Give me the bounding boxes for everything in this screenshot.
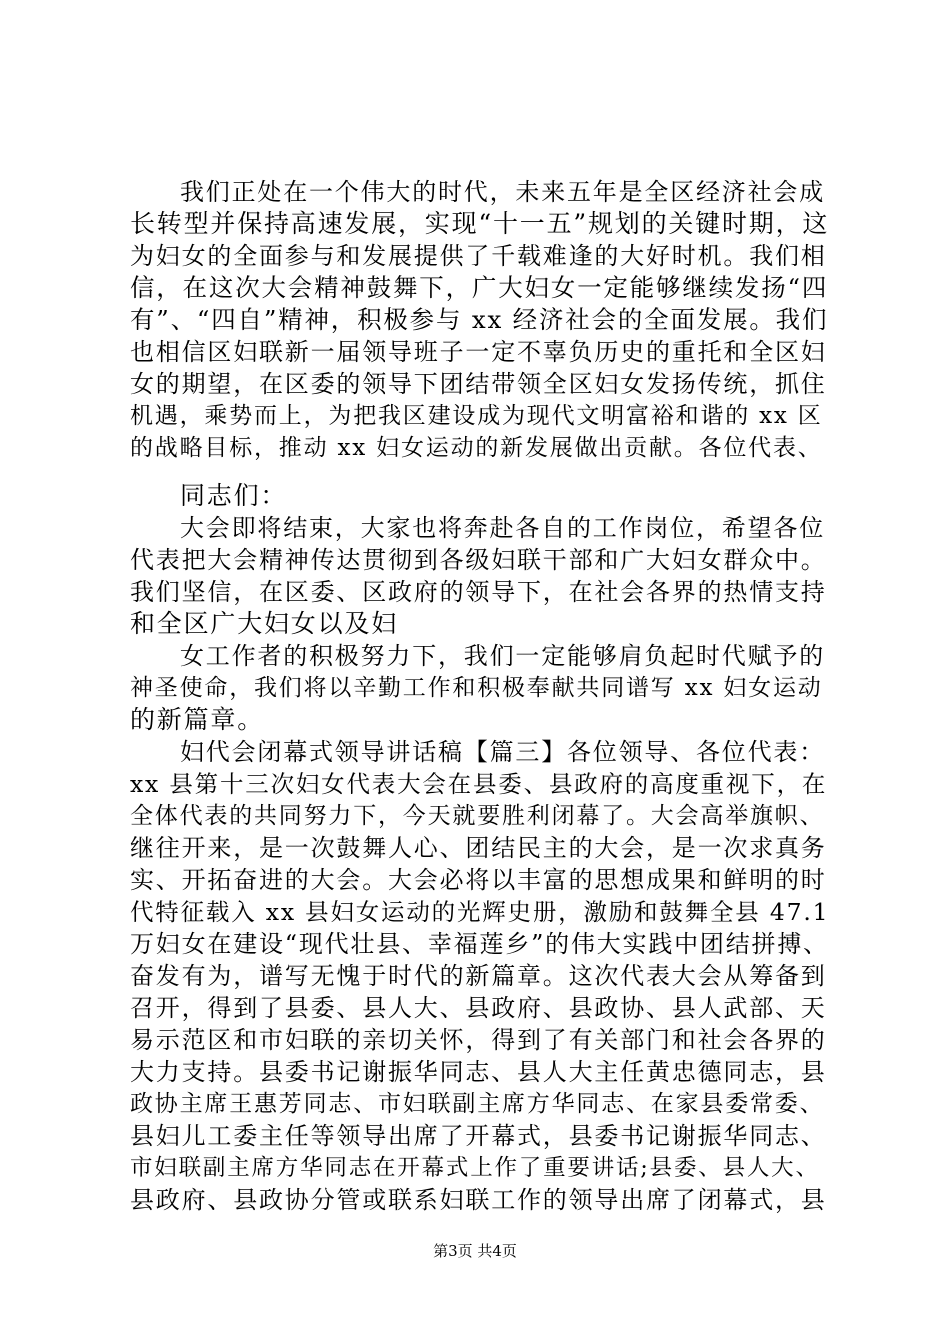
paragraph-line: 长转型并保持高速发展，实现“十一五”规划的关键时期，这 bbox=[130, 209, 830, 238]
paragraph-line: 县政府、县政协分管或联系妇联工作的领导出席了闭幕式，县 bbox=[130, 1186, 827, 1214]
paragraph-line: xx 县第十三次妇女代表大会在县委、县政府的高度重视下，在 bbox=[130, 770, 828, 798]
paragraph-line: 继往开来，是一次鼓舞人心、团结民主的大会，是一次求真务 bbox=[130, 834, 827, 862]
paragraph-line: 有”、“四自”精神，积极参与 xx 经济社会的全面发展。我们 bbox=[130, 305, 829, 334]
paragraph-line: 的战略目标，推动 xx 妇女运动的新发展做出贡献。各位代表、 bbox=[130, 435, 823, 461]
paragraph-line: 奋发有为，谱写无愧于时代的新篇章。这次代表大会从筹备到 bbox=[130, 962, 827, 990]
paragraph-line: 易示范区和市妇联的亲切关怀，得到了有关部门和社会各界的 bbox=[130, 1026, 827, 1054]
paragraph-line: 大力支持。县委书记谢振华同志、县人大主任黄忠德同志，县 bbox=[130, 1058, 827, 1086]
paragraph-line: 政协主席王惠芳同志、市妇联副主席方华同志、在家县委常委、 bbox=[130, 1091, 825, 1117]
paragraph-line: 代表把大会精神传达贯彻到各级妇联干部和广大妇女群众中。 bbox=[130, 546, 827, 574]
paragraph-line: 我们坚信，在区委、区政府的领导下，在社会各界的热情支持 bbox=[130, 578, 827, 606]
paragraph-line: 为妇女的全面参与和发展提供了千载难逢的大好时机。我们相 bbox=[130, 242, 827, 270]
paragraph-line: 和全区广大妇女以及妇 bbox=[130, 609, 399, 638]
paragraph-line: 召开，得到了县委、县人大、县政府、县政协、县人武部、天 bbox=[130, 994, 827, 1022]
paragraph-line: 信，在这次大会精神鼓舞下，广大妇女一定能够继续发扬“四 bbox=[130, 273, 829, 302]
paragraph-line: 也相信区妇联新一届领导班子一定不辜负历史的重托和全区妇 bbox=[130, 338, 827, 366]
paragraph-line: 市妇联副主席方华同志在开幕式上作了重要讲话;县委、县人大、 bbox=[130, 1155, 820, 1181]
paragraph-line: 女工作者的积极努力下，我们一定能够肩负起时代赋予的 bbox=[180, 642, 825, 670]
paragraph-line: 我们正处在一个伟大的时代，未来五年是全区经济社会成 bbox=[180, 178, 825, 206]
page-footer: 第3页 共4页 bbox=[433, 1242, 517, 1260]
paragraph-line: 大会即将结束，大家也将奔赴各自的工作岗位，希望各位 bbox=[180, 514, 825, 542]
paragraph-line: 代特征载入 xx 县妇女运动的光辉史册，激励和鼓舞全县 47.1 bbox=[130, 898, 830, 926]
paragraph-line: 机遇，乘势而上，为把我区建设成为现代文明富裕和谐的 xx 区 bbox=[130, 403, 823, 429]
paragraph-line: 万妇女在建设“现代壮县、幸福莲乡”的伟大实践中团结拼搏、 bbox=[130, 930, 829, 958]
paragraph-line: 女的期望，在区委的领导下团结带领全区妇女发扬传统，抓住 bbox=[130, 370, 827, 398]
paragraph-line: 神圣使命，我们将以辛勤工作和积极奉献共同谱写 xx 妇女运动 bbox=[130, 675, 823, 701]
paragraph-line: 县妇儿工委主任等领导出席了开幕式，县委书记谢振华同志、 bbox=[130, 1122, 827, 1150]
paragraph-line: 妇代会闭幕式领导讲话稿【篇三】各位领导、各位代表： bbox=[180, 738, 825, 766]
paragraph-line: 同志们： bbox=[180, 481, 288, 510]
paragraph-line: 全体代表的共同努力下，今天就要胜利闭幕了。大会高举旗帜、 bbox=[130, 803, 825, 829]
paragraph-line: 的新篇章。 bbox=[130, 705, 265, 734]
paragraph-line: 实、开拓奋进的大会。大会必将以丰富的思想成果和鲜明的时 bbox=[130, 866, 827, 894]
